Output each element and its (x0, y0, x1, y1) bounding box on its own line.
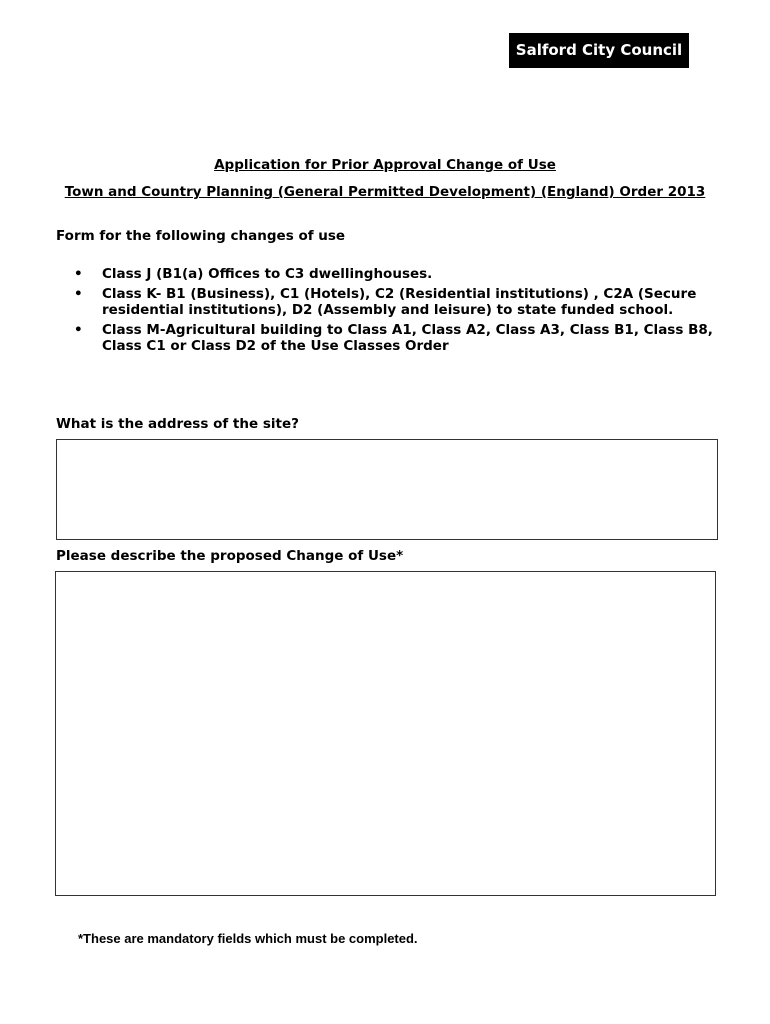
bullet-icon: • (74, 285, 83, 302)
list-item (56, 322, 726, 355)
address-question-label: What is the address of the site? (56, 416, 299, 432)
list-item (56, 286, 726, 319)
bullet-icon: • (74, 266, 83, 282)
list-item-text: Class J (B1(a) Offices to C3 dwellinghouses. (102, 266, 433, 282)
change-of-use-list (56, 266, 726, 358)
change-of-use-field[interactable] (55, 571, 716, 896)
address-field[interactable] (56, 439, 718, 540)
mandatory-fields-note: *These are mandatory fields which must be completed. (78, 931, 418, 946)
bullet-icon: • (74, 321, 83, 338)
salford-city-council-logo: Salford City Council (509, 33, 689, 68)
form-title: Application for Prior Approval Change of Use (214, 157, 556, 173)
list-item-text: Class M-Agricultural building to Class A1, Class A2, Class A3, Class B1, Class B8, Class C1 or Class D2 of the Use Classes Order (102, 321, 713, 354)
form-subtitle: Town and Country Planning (General Permitted Development) (England) Order 2013 (64, 184, 706, 200)
form-intro: Form for the following changes of use (56, 228, 346, 244)
change-of-use-question-label: Please describe the proposed Change of Use* (56, 548, 404, 564)
list-item-text: Class K- B1 (Business), C1 (Hotels), C2 (Residential institutions) , C2A (Secure residential institutions), D2 (Assembly and leisure) to state funded school. (102, 285, 697, 318)
list-item (56, 266, 726, 283)
